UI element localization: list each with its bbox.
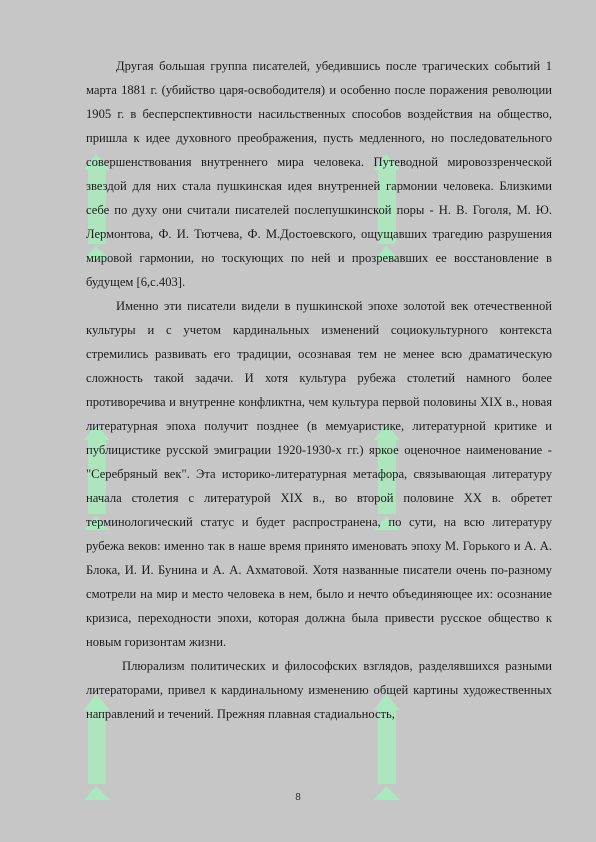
paragraph: Другая большая группа писателей, убедившись после трагических событий 1 марта 1881 г. (убийство царя-освободителя) и особенно после поражения революции 1905 г. в бесперспективности насильственных способов воздействия на общество, пришла к идее духовного преображения, пусть медленного, но последовательного совершенствования внутреннего мира человека. Путеводной мировоззренческой звездой для них стала пушкинская идея внутренней гармонии человека. Близкими себе по духу они считали писателей послепушкинской поры - Н. В. Гоголя, М. Ю. Лермонтова, Ф. И. Тютчева, Ф. М.Достоевского, ощущавших трагедию разрушения мировой гармонии, но тоскующих по ней и прозревавших ее восстановление в будущем [6,с.403]. <box>86 59 552 289</box>
page-number: 8 <box>295 792 301 803</box>
paragraph: Плюрализм политических и философских взглядов, разделявшихся разными литераторами, привел к кардинальному изменению общей картины художественных направлений и течений. Прежняя плавная стадиальность, <box>86 659 552 721</box>
paragraph: Именно эти писатели видели в пушкинской эпохе золотой век отечественной культуры и с учетом кардинальных изменений социокультурного контекста стремились развивать его традиции, осознавая тем не менее всю драматическую сложность такой задачи. И хотя культура рубежа столетий намного более противоречива и внутренне конфликтна, чем культура первой половины XIX в., новая литературная эпоха получит позднее (в мемуаристике, литературной критике и публицистике русской эмиграции 1920-1930-х гг.) яркое оценочное наименование - "Серебряный век". Эта историко-литературная метафора, связывающая литературу начала столетия с литературой XIX в., во второй половине XX в. обретет терминологический статус и будет распространена, по сути, на всю литературу рубежа веков: именно так в наше время принято именовать эпоху М. Горького и А. А. Блока, И. И. Бунина и А. А. Ахматовой. Хотя названные писатели очень по-разному смотрели на мир и место человека в нем, было и нечто объединяющее их: осознание кризиса, переходности эпохи, которая должна была привести русское общество к новым горизонтам жизни. <box>86 299 552 649</box>
body-text <box>86 54 552 726</box>
